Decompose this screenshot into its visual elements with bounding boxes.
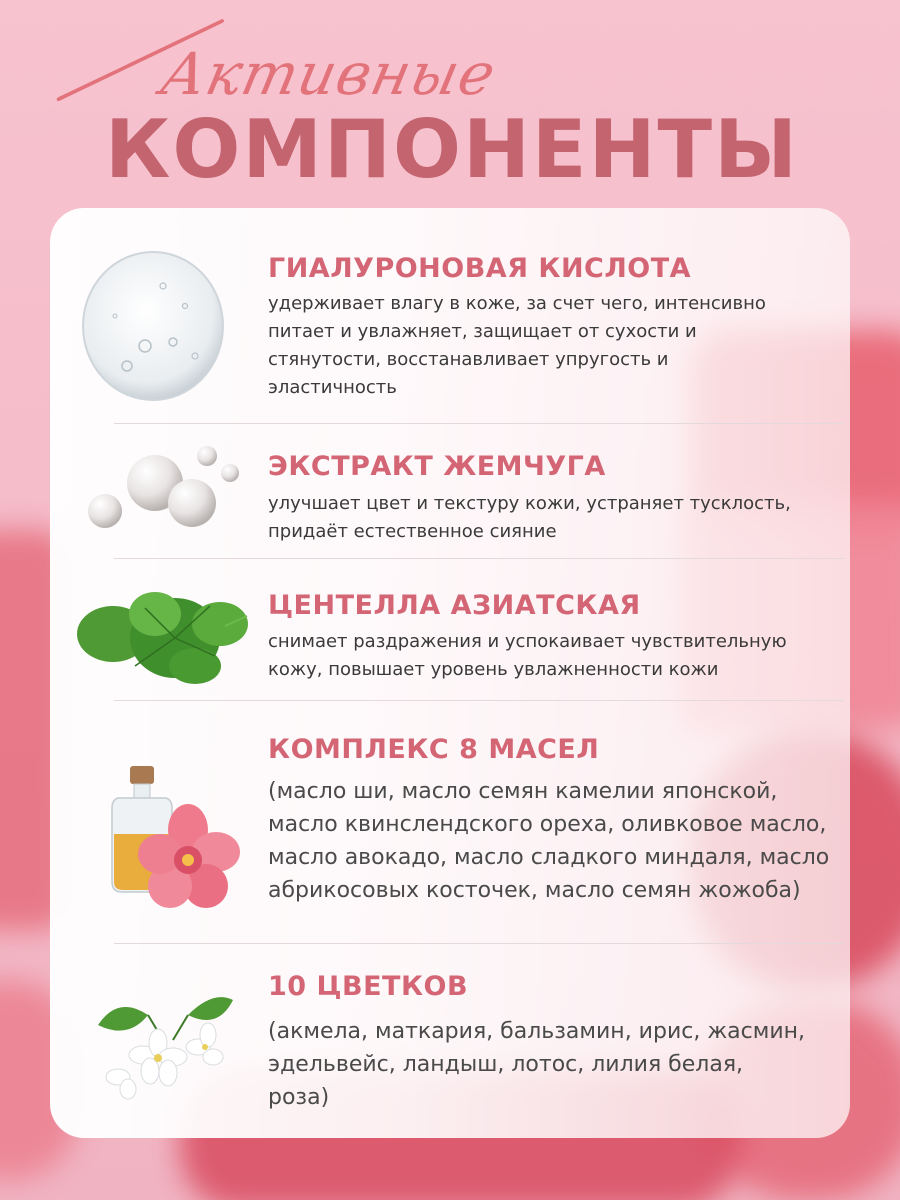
ingredient-description: удерживает влагу в коже, за счет чего, интенсивно питает и увлажняет, защищает от сухости и стянутости, восстанавливает упругость и эластичность bbox=[268, 293, 766, 398]
pearls-icon bbox=[75, 441, 250, 556]
ingredient-description: (акмела, маткария, бальзамин, ирис, жасмин, эдельвейс, ландыш, лотос, лилия белая, роза) bbox=[268, 1019, 805, 1110]
ingredient-title: ГИАЛУРОНОВАЯ КИСЛОТА bbox=[268, 253, 692, 284]
divider bbox=[114, 423, 844, 424]
ingredient-title: ЭКСТРАКТ ЖЕМЧУГА bbox=[268, 451, 606, 482]
hyaluronic-gel-icon bbox=[75, 246, 235, 411]
ingredient-description: снимает раздражения и успокаивает чувствительную кожу, повышает уровень увлажненности кожи bbox=[268, 631, 787, 680]
divider bbox=[114, 700, 844, 701]
oil-bottle-flower-icon bbox=[98, 762, 248, 932]
divider bbox=[114, 558, 844, 559]
main-title: КОМПОНЕНТЫ bbox=[105, 103, 799, 196]
ingredient-title: 10 ЦВЕТКОВ bbox=[268, 971, 469, 1002]
ingredient-title: КОМПЛЕКС 8 МАСЕЛ bbox=[268, 734, 600, 765]
ingredient-description: улучшает цвет и текстуру кожи, устраняет тусклость, придаёт естественное сияние bbox=[268, 493, 791, 542]
ingredient-title: ЦЕНТЕЛЛА АЗИАТСКАЯ bbox=[268, 590, 641, 621]
centella-leaves-icon bbox=[75, 586, 250, 696]
ingredient-description: (масло ши, масло семян камелии японской, масло квинслендского ореха, оливковое масло, масло авокадо, масло сладкого миндаля, масло абрикосовых косточек, масло семян жожоба) bbox=[268, 779, 830, 903]
script-title-text: Активные bbox=[155, 40, 503, 108]
ingredients-card bbox=[50, 208, 850, 1138]
divider bbox=[114, 943, 844, 944]
jasmine-flowers-icon bbox=[88, 985, 238, 1105]
